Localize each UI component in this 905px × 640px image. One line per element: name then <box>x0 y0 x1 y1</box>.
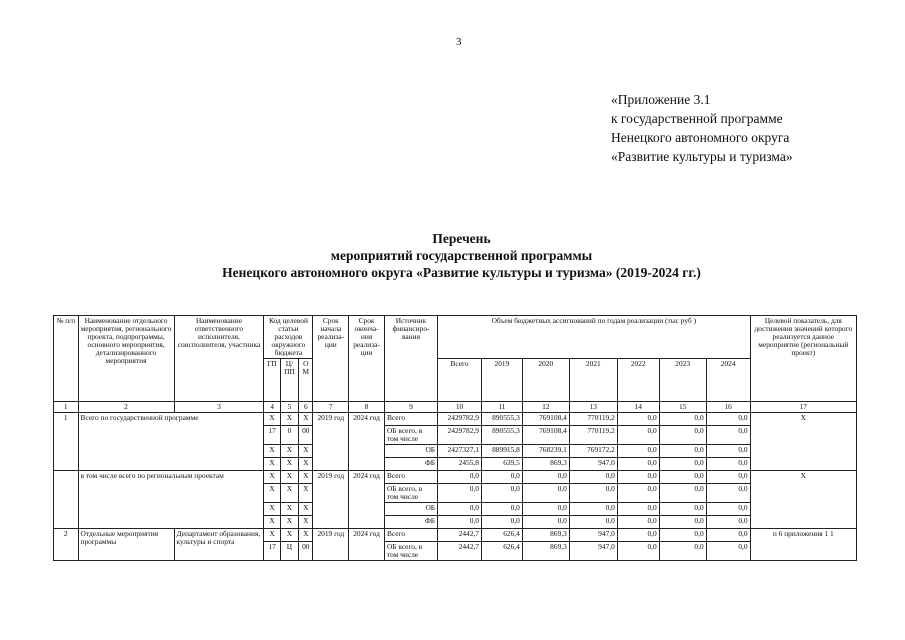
executor-name: Департамент образования, культуры и спорта <box>174 529 264 561</box>
measure-name: Отдельные мероприятия программы <box>78 529 174 561</box>
table-row <box>54 471 857 484</box>
budget-value: 0,0 <box>481 484 522 503</box>
code-om: 00 <box>299 426 313 445</box>
budget-value: 0,0 <box>438 471 482 484</box>
title-line: мероприятий государственной программы <box>330 248 593 263</box>
col-header-target: Целевой показатель, для достижения значений которого реализуется данное мероприятие (региональный проект) <box>750 316 856 402</box>
budget-value: 2427327,1 <box>438 445 482 458</box>
budget-value: 0,0 <box>659 542 706 561</box>
title-line: Ненецкого автономного округа «Развитие культуры и туризма» (2019-2024 гг.) <box>222 265 701 280</box>
col-header-year: 2020 <box>522 359 569 402</box>
budget-value: 0,0 <box>706 542 750 561</box>
budget-value: 0,0 <box>617 413 659 426</box>
col-number: 5 <box>280 402 298 413</box>
budget-value: 0,0 <box>569 484 617 503</box>
budget-value: 0,0 <box>617 471 659 484</box>
budget-value: 0,0 <box>569 516 617 529</box>
col-header-source: Источник финансиро-вания <box>384 316 437 402</box>
budget-value: 0,0 <box>617 445 659 458</box>
budget-value: 2455,8 <box>438 458 482 471</box>
budget-value: 626,4 <box>481 542 522 561</box>
funding-source: ФБ <box>384 458 437 471</box>
budget-value: 0,0 <box>522 516 569 529</box>
measures-table <box>53 315 857 561</box>
target-indicator: п 6 приложения 1 1 <box>750 529 856 561</box>
col-number: 13 <box>569 402 617 413</box>
budget-value: 0,0 <box>617 529 659 542</box>
budget-value: 0,0 <box>706 471 750 484</box>
end-date: 2024 год <box>349 529 385 561</box>
budget-value: 0,0 <box>659 458 706 471</box>
appendix-line: «Развитие культуры и туризма» <box>611 149 793 164</box>
col-number: 12 <box>522 402 569 413</box>
funding-source: ОБ всего, в том числе <box>384 426 437 445</box>
code-cp: X <box>280 484 298 503</box>
header-row <box>54 316 857 359</box>
budget-value: 0,0 <box>706 458 750 471</box>
budget-value: 0,0 <box>617 426 659 445</box>
code-om: X <box>299 529 313 542</box>
budget-value: 0,0 <box>617 458 659 471</box>
code-cp: X <box>280 413 298 426</box>
code-gp: X <box>264 484 280 503</box>
measure-name: Всего по государственной программе <box>78 413 264 471</box>
col-number: 9 <box>384 402 437 413</box>
appendix-line: «Приложение 3.1 <box>611 92 711 107</box>
col-header-cp: Ц/ПП <box>280 359 298 402</box>
code-gp: X <box>264 458 280 471</box>
budget-value: 0,0 <box>659 471 706 484</box>
budget-value: 0,0 <box>706 484 750 503</box>
code-om: X <box>299 471 313 484</box>
budget-value: 0,0 <box>706 426 750 445</box>
col-header-start: Срок начала реализа-ции <box>313 316 349 402</box>
budget-value: 947,0 <box>569 542 617 561</box>
budget-value: 2442,7 <box>438 529 482 542</box>
code-om: 00 <box>299 542 313 561</box>
budget-value: 0,0 <box>706 445 750 458</box>
budget-value: 869,3 <box>522 458 569 471</box>
code-om: X <box>299 516 313 529</box>
funding-source: ОБ <box>384 445 437 458</box>
budget-value: 0,0 <box>617 516 659 529</box>
col-number: 8 <box>349 402 385 413</box>
col-header-code: Код целевой статьи расходов окружного бюджета <box>264 316 313 359</box>
row-number: 2 <box>54 529 79 561</box>
col-header-executor: Наименование ответственного исполнителя, соисполнителя, участника <box>174 316 264 402</box>
budget-value: 0,0 <box>438 484 482 503</box>
col-header-gp: ГП <box>264 359 280 402</box>
code-gp: X <box>264 529 280 542</box>
code-om: X <box>299 445 313 458</box>
budget-value: 0,0 <box>706 413 750 426</box>
budget-value: 869,3 <box>522 529 569 542</box>
page-number: 3 <box>456 36 462 48</box>
start-date: 2019 год <box>313 529 349 561</box>
budget-value: 0,0 <box>659 413 706 426</box>
funding-source: Всего <box>384 529 437 542</box>
funding-source: ОБ <box>384 503 437 516</box>
col-number: 7 <box>313 402 349 413</box>
budget-value: 869,3 <box>522 542 569 561</box>
col-number: 17 <box>750 402 856 413</box>
budget-value: 0,0 <box>659 516 706 529</box>
budget-value: 0,0 <box>617 484 659 503</box>
col-header-year: 2021 <box>569 359 617 402</box>
col-number: 1 <box>54 402 79 413</box>
row-number: 1 <box>54 413 79 471</box>
code-om: X <box>299 413 313 426</box>
budget-value: 0,0 <box>522 484 569 503</box>
budget-value: 2429782,9 <box>438 413 482 426</box>
code-gp: X <box>264 445 280 458</box>
budget-value: 0,0 <box>706 503 750 516</box>
col-header-year: 2024 <box>706 359 750 402</box>
budget-value: 0,0 <box>706 529 750 542</box>
target-indicator: X <box>750 471 856 529</box>
col-header-volume: Объем бюджетных ассигнований по годам реализации (тыс руб ) <box>438 316 751 359</box>
appendix-line: Ненецкого автономного округа <box>611 130 790 145</box>
appendix-line: к государственной программе <box>611 111 783 126</box>
budget-value: 947,0 <box>569 529 617 542</box>
code-cp: 0 <box>280 426 298 445</box>
code-cp: X <box>280 529 298 542</box>
col-header-year: 2019 <box>481 359 522 402</box>
col-number: 15 <box>659 402 706 413</box>
code-om: X <box>299 458 313 471</box>
funding-source: ОБ всего, в том числе <box>384 542 437 561</box>
code-cp: X <box>280 503 298 516</box>
budget-value: 0,0 <box>569 471 617 484</box>
funding-source: ОБ всего, в том числе <box>384 484 437 503</box>
col-header-name: Наименование отдельного мероприятия, регионального проекта, подпрограммы, основного мероприятия, детализированного мероприятия <box>78 316 174 402</box>
code-cp: X <box>280 445 298 458</box>
row-number <box>54 471 79 529</box>
budget-value: 0,0 <box>659 426 706 445</box>
budget-value: 947,0 <box>569 458 617 471</box>
funding-source: Всего <box>384 413 437 426</box>
code-gp: X <box>264 471 280 484</box>
budget-value: 0,0 <box>481 503 522 516</box>
budget-value: 0,0 <box>659 445 706 458</box>
title-line: Перечень <box>432 231 491 246</box>
code-cp: X <box>280 458 298 471</box>
budget-value: 0,0 <box>706 516 750 529</box>
budget-value: 0,0 <box>617 503 659 516</box>
budget-value: 889915,8 <box>481 445 522 458</box>
code-cp: X <box>280 471 298 484</box>
code-gp: X <box>264 413 280 426</box>
col-number: 10 <box>438 402 482 413</box>
budget-value: 0,0 <box>481 471 522 484</box>
budget-value: 0,0 <box>522 503 569 516</box>
budget-value: 0,0 <box>522 471 569 484</box>
code-om: X <box>299 484 313 503</box>
col-number: 2 <box>78 402 174 413</box>
budget-value: 768239,1 <box>522 445 569 458</box>
budget-value: 890555,3 <box>481 426 522 445</box>
budget-value: 770119,2 <box>569 413 617 426</box>
budget-value: 0,0 <box>659 529 706 542</box>
table-row <box>54 413 857 426</box>
budget-value: 0,0 <box>617 542 659 561</box>
budget-value: 769172,2 <box>569 445 617 458</box>
col-number: 4 <box>264 402 280 413</box>
col-number: 16 <box>706 402 750 413</box>
col-number: 11 <box>481 402 522 413</box>
budget-value: 0,0 <box>569 503 617 516</box>
col-number: 6 <box>299 402 313 413</box>
budget-value: 2429782,9 <box>438 426 482 445</box>
col-header-num: № п/п <box>54 316 79 402</box>
col-number: 3 <box>174 402 264 413</box>
code-gp: 17 <box>264 426 280 445</box>
col-number: 14 <box>617 402 659 413</box>
budget-value: 2442,7 <box>438 542 482 561</box>
budget-value: 769108,4 <box>522 426 569 445</box>
appendix-note <box>611 90 793 166</box>
target-indicator: X <box>750 413 856 471</box>
code-gp: X <box>264 503 280 516</box>
budget-value: 0,0 <box>438 503 482 516</box>
document-title <box>0 230 905 281</box>
budget-value: 0,0 <box>481 516 522 529</box>
column-number-row <box>54 402 857 413</box>
col-header-end: Срок оконча-ния реализа-ции <box>349 316 385 402</box>
budget-value: 626,4 <box>481 529 522 542</box>
funding-source: ФБ <box>384 516 437 529</box>
budget-value: 770119,2 <box>569 426 617 445</box>
funding-source: Всего <box>384 471 437 484</box>
measure-name: в том числе всего по региональным проектам <box>78 471 264 529</box>
code-cp: X <box>280 516 298 529</box>
code-om: X <box>299 503 313 516</box>
col-header-year: Всего <box>438 359 482 402</box>
end-date: 2024 год <box>349 413 385 471</box>
code-cp: Ц <box>280 542 298 561</box>
col-header-year: 2022 <box>617 359 659 402</box>
budget-value: 639,5 <box>481 458 522 471</box>
budget-value: 0,0 <box>659 484 706 503</box>
budget-value: 769108,4 <box>522 413 569 426</box>
code-gp: X <box>264 516 280 529</box>
col-header-year: 2023 <box>659 359 706 402</box>
start-date: 2019 год <box>313 471 349 529</box>
col-header-om: О М <box>299 359 313 402</box>
start-date: 2019 год <box>313 413 349 471</box>
end-date: 2024 год <box>349 471 385 529</box>
budget-value: 0,0 <box>438 516 482 529</box>
budget-value: 0,0 <box>659 503 706 516</box>
budget-value: 890555,3 <box>481 413 522 426</box>
code-gp: 17 <box>264 542 280 561</box>
table-row <box>54 529 857 542</box>
